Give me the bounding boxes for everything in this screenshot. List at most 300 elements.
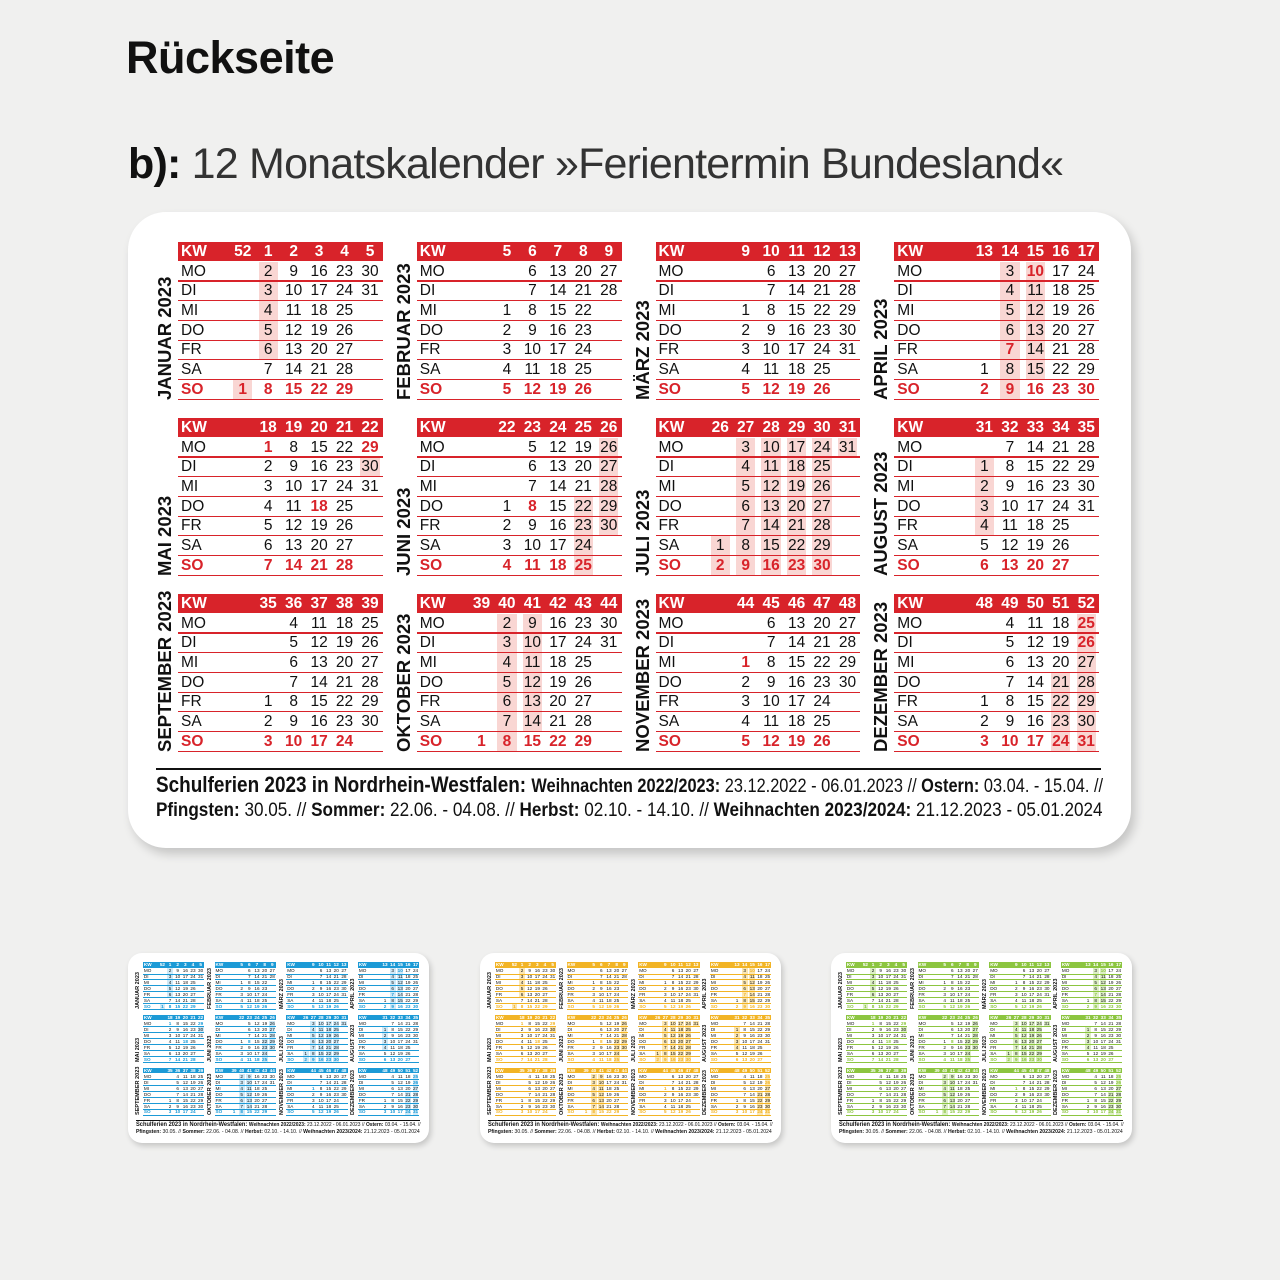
day-number: 2 bbox=[520, 968, 524, 974]
day-number: 28 bbox=[190, 1056, 196, 1062]
day-number: 21 bbox=[965, 1033, 971, 1038]
day-number: 2 bbox=[1015, 986, 1018, 992]
day-number: 15 bbox=[397, 997, 403, 1003]
weekday-label: MO bbox=[918, 1021, 927, 1027]
day-number: 27 bbox=[893, 992, 899, 997]
kw-number: 23 bbox=[598, 1015, 604, 1021]
day-number: 19 bbox=[1108, 980, 1114, 986]
kw-number: 4 bbox=[340, 242, 349, 260]
kw-number: 50 bbox=[749, 1068, 755, 1074]
day-number: 4 bbox=[168, 980, 172, 986]
weekday-label: MO bbox=[143, 1073, 152, 1079]
day-number: 30 bbox=[269, 1044, 275, 1050]
month-name-label: OKTOBER 2023 bbox=[392, 613, 414, 752]
day-number: 14 bbox=[318, 1044, 324, 1050]
day-number: 3 bbox=[502, 634, 512, 652]
footer-label: Ostern: bbox=[366, 1122, 384, 1129]
day-number: 3 bbox=[943, 992, 946, 997]
day-number: 26 bbox=[333, 1109, 339, 1115]
day-number: 3 bbox=[871, 1033, 875, 1038]
day-number: 10 bbox=[397, 968, 403, 974]
kw-number: 5 bbox=[943, 962, 946, 968]
day-number: 16 bbox=[318, 1056, 324, 1062]
kw-number: 35 bbox=[870, 1068, 876, 1074]
day-number: 25 bbox=[1036, 997, 1042, 1003]
weekday-label: SO bbox=[658, 556, 681, 574]
month-block-3 bbox=[632, 242, 871, 413]
day-number: 3 bbox=[871, 974, 875, 980]
day-number: 16 bbox=[1021, 1056, 1027, 1062]
kw-number: 48 bbox=[975, 594, 994, 612]
day-number: 10 bbox=[762, 693, 780, 711]
day-number: 4 bbox=[383, 1044, 387, 1050]
kw-number: 8 bbox=[578, 242, 588, 260]
weekday-label: DI bbox=[143, 1027, 149, 1033]
weekday-label: SO bbox=[419, 380, 443, 398]
weekday-label: MO bbox=[990, 1021, 998, 1027]
day-number: 18 bbox=[1029, 1027, 1035, 1033]
day-number: 9 bbox=[248, 1044, 251, 1050]
day-number: 30 bbox=[1115, 1103, 1122, 1109]
day-number: 10 bbox=[523, 537, 541, 555]
day-number: 10 bbox=[598, 1079, 604, 1085]
day-number: 11 bbox=[1093, 1044, 1099, 1050]
month-block-9 bbox=[136, 1068, 208, 1119]
footer-value: 21.12.2023 - 05.01.2024 bbox=[911, 800, 1103, 821]
day-number: 8 bbox=[319, 980, 323, 986]
day-number: 15 bbox=[606, 1038, 612, 1044]
day-number: 19 bbox=[678, 1003, 684, 1009]
day-number: 26 bbox=[764, 1079, 771, 1085]
weekday-label: SA bbox=[990, 1103, 997, 1109]
kw-label: KW bbox=[419, 594, 446, 612]
weekday-label: DO bbox=[710, 1091, 718, 1097]
day-number: 4 bbox=[1015, 1027, 1018, 1033]
day-number: 16 bbox=[885, 1027, 891, 1033]
day-number: 28 bbox=[965, 1103, 971, 1109]
day-number: 6 bbox=[879, 1085, 882, 1091]
day-number: 15 bbox=[606, 980, 612, 986]
kw-number: 38 bbox=[542, 1068, 548, 1074]
day-number: 24 bbox=[574, 634, 592, 652]
day-number: 19 bbox=[335, 634, 354, 652]
day-number: 12 bbox=[742, 1050, 748, 1056]
day-number: 27 bbox=[1044, 968, 1050, 974]
day-number: 29 bbox=[1077, 693, 1095, 711]
day-number: 1 bbox=[592, 1038, 595, 1044]
day-number: 11 bbox=[524, 361, 541, 379]
weekday-label: DO bbox=[419, 321, 443, 339]
day-number: 21 bbox=[1108, 992, 1114, 997]
kw-number: 5 bbox=[365, 242, 375, 260]
day-number: 26 bbox=[1115, 980, 1122, 986]
day-number: 2 bbox=[304, 1056, 307, 1062]
kw-number: 26 bbox=[303, 1015, 309, 1021]
footer-label: Sommer: bbox=[311, 800, 386, 821]
day-number: 1 bbox=[520, 1097, 524, 1103]
kw-label: KW bbox=[710, 1015, 719, 1021]
day-number: 5 bbox=[743, 980, 746, 986]
day-number: 22 bbox=[254, 1109, 260, 1115]
weekday-label: MI bbox=[846, 980, 853, 986]
day-number: 25 bbox=[614, 1056, 620, 1062]
day-number: 12 bbox=[949, 1003, 955, 1009]
kw-number: 9 bbox=[664, 962, 667, 968]
day-number: 11 bbox=[311, 614, 328, 632]
weekday-label: SA bbox=[897, 713, 918, 731]
weekday-label: MI bbox=[287, 1033, 293, 1038]
kw-number: 14 bbox=[390, 962, 396, 968]
weekday-label: FR bbox=[990, 992, 997, 997]
day-number: 3 bbox=[735, 1038, 739, 1044]
day-number: 27 bbox=[600, 458, 618, 476]
day-number: 2 bbox=[741, 321, 750, 339]
day-number: 12 bbox=[878, 1044, 884, 1050]
day-number: 29 bbox=[1115, 1027, 1122, 1033]
kw-number: 18 bbox=[259, 418, 277, 436]
day-number: 21 bbox=[549, 713, 567, 731]
day-number: 18 bbox=[787, 458, 806, 476]
weekday-label: SO bbox=[215, 1056, 223, 1062]
kw-label: KW bbox=[358, 1068, 367, 1074]
day-number: 11 bbox=[524, 653, 541, 671]
day-number: 15 bbox=[678, 1085, 684, 1091]
day-number: 11 bbox=[749, 974, 755, 980]
day-number: 25 bbox=[333, 1103, 339, 1109]
day-number: 18 bbox=[190, 1073, 196, 1079]
kw-label: KW bbox=[990, 1015, 998, 1021]
weekday-label: SA bbox=[181, 537, 202, 555]
day-number: 25 bbox=[262, 1085, 268, 1091]
day-number: 15 bbox=[310, 438, 328, 456]
kw-label: KW bbox=[495, 1068, 504, 1074]
day-number: 3 bbox=[943, 1079, 946, 1085]
day-number: 10 bbox=[762, 341, 780, 359]
day-number: 26 bbox=[333, 1003, 339, 1009]
day-number: 28 bbox=[1077, 341, 1095, 359]
day-number: 31 bbox=[972, 1079, 978, 1085]
day-number: 16 bbox=[310, 262, 328, 280]
kw-number: 35 bbox=[1077, 418, 1095, 436]
day-number: 7 bbox=[1015, 1044, 1018, 1050]
month-name-label: AUGUST 2023 bbox=[702, 1024, 709, 1063]
day-number: 9 bbox=[879, 1103, 882, 1109]
kw-number: 21 bbox=[893, 1015, 899, 1021]
kw-number: 26 bbox=[600, 418, 618, 436]
day-number: 23 bbox=[813, 673, 831, 691]
weekday-label: FR bbox=[710, 1097, 718, 1103]
weekday-label: MI bbox=[918, 1033, 924, 1038]
day-number: 5 bbox=[248, 1021, 251, 1027]
weekday-label: FR bbox=[658, 517, 680, 535]
kw-number: 33 bbox=[1100, 1015, 1106, 1021]
day-number: 27 bbox=[335, 341, 354, 359]
day-number: 18 bbox=[885, 1038, 891, 1044]
weekday-label: FR bbox=[918, 1044, 925, 1050]
day-number: 4 bbox=[528, 1073, 531, 1079]
day-number: 11 bbox=[878, 980, 884, 986]
day-number: 22 bbox=[182, 1003, 188, 1009]
day-number: 20 bbox=[813, 614, 831, 632]
day-number: 23 bbox=[542, 1027, 548, 1033]
day-number: 23 bbox=[335, 262, 354, 280]
day-number: 17 bbox=[254, 1079, 260, 1085]
weekday-label: DI bbox=[215, 974, 221, 980]
day-number: 8 bbox=[1015, 1050, 1018, 1056]
footer-line-1 bbox=[488, 1121, 773, 1128]
footer-label: Ostern: bbox=[718, 1122, 736, 1129]
weekday-label: DO bbox=[1061, 1091, 1069, 1097]
month-block-6 bbox=[559, 1015, 631, 1066]
day-number: 15 bbox=[527, 1003, 533, 1009]
day-number: 19 bbox=[534, 986, 540, 992]
month-name-label: JULI 2023 bbox=[981, 1036, 988, 1063]
day-number: 7 bbox=[263, 556, 273, 574]
weekday-label: SO bbox=[495, 1003, 503, 1009]
day-number: 11 bbox=[598, 1085, 604, 1091]
day-number: 28 bbox=[1115, 1091, 1122, 1097]
day-number: 29 bbox=[412, 997, 419, 1003]
day-number: 13 bbox=[1026, 321, 1044, 339]
day-number: 15 bbox=[598, 1109, 604, 1115]
day-number: 2 bbox=[980, 477, 989, 495]
weekday-label: FR bbox=[846, 1097, 854, 1103]
day-number: 13 bbox=[949, 1097, 955, 1103]
day-number: 24 bbox=[190, 974, 196, 980]
day-number: 18 bbox=[1029, 997, 1035, 1003]
day-number: 11 bbox=[670, 1027, 676, 1033]
weekday-label: DI bbox=[419, 282, 436, 300]
kw-number: 26 bbox=[269, 1015, 275, 1021]
kw-number: 10 bbox=[1021, 962, 1027, 968]
day-number: 11 bbox=[878, 1038, 884, 1044]
weekday-label: SO bbox=[287, 1109, 294, 1115]
kw-number: 42 bbox=[606, 1068, 612, 1074]
month-name-label: JULI 2023 bbox=[630, 1036, 637, 1063]
weekday-label: DI bbox=[181, 458, 197, 476]
day-number: 11 bbox=[598, 997, 604, 1003]
day-number: 17 bbox=[1029, 1021, 1035, 1027]
day-number: 17 bbox=[1026, 497, 1044, 515]
month-name-label: APRIL 2023 bbox=[1053, 978, 1060, 1010]
day-number: 27 bbox=[335, 537, 354, 555]
month-name-label: NOVEMBER 2023 bbox=[278, 1068, 285, 1115]
weekday-label: MO bbox=[358, 1073, 367, 1079]
day-number: 15 bbox=[549, 301, 567, 319]
day-number: 13 bbox=[326, 968, 332, 974]
day-number: 25 bbox=[361, 614, 379, 632]
day-number: 16 bbox=[749, 1103, 755, 1109]
day-number: 30 bbox=[1077, 380, 1095, 398]
day-number: 14 bbox=[678, 974, 684, 980]
weekday-label: FR bbox=[358, 1097, 366, 1103]
kw-number: 16 bbox=[405, 962, 411, 968]
day-number: 10 bbox=[670, 992, 676, 997]
month-block-8 bbox=[1054, 1015, 1126, 1066]
weekday-label: MO bbox=[1061, 968, 1070, 974]
kw-number: 32 bbox=[742, 1015, 748, 1021]
kw-label: KW bbox=[181, 418, 207, 436]
day-number: 17 bbox=[885, 1033, 891, 1038]
day-number: 25 bbox=[813, 713, 831, 731]
day-number: 22 bbox=[1108, 997, 1114, 1003]
weekday-label: DI bbox=[419, 458, 436, 476]
day-number: 12 bbox=[527, 1044, 533, 1050]
day-number: 24 bbox=[893, 1109, 899, 1115]
kw-label: KW bbox=[710, 1068, 719, 1074]
calendar-card-green-thumbnail[interactable] bbox=[831, 953, 1132, 1143]
day-number: 25 bbox=[965, 997, 971, 1003]
kw-number: 9 bbox=[741, 242, 750, 260]
weekday-label: FR bbox=[419, 517, 441, 535]
weekday-label: MI bbox=[495, 1033, 502, 1038]
day-number: 23 bbox=[1108, 1103, 1114, 1109]
day-number: 23 bbox=[326, 1056, 332, 1062]
day-number: 28 bbox=[614, 1103, 620, 1109]
day-number: 10 bbox=[1093, 1109, 1099, 1115]
day-number: 2 bbox=[735, 1103, 739, 1109]
kw-number: 49 bbox=[1001, 594, 1019, 612]
day-number: 16 bbox=[549, 614, 567, 632]
weekday-label: MI bbox=[846, 1033, 853, 1038]
day-number: 24 bbox=[965, 1050, 971, 1056]
kw-number: 30 bbox=[1036, 1015, 1042, 1021]
day-number: 26 bbox=[813, 380, 831, 398]
day-number: 2 bbox=[1086, 1033, 1090, 1038]
day-number: 31 bbox=[764, 1109, 771, 1115]
weekday-label: SO bbox=[287, 1056, 294, 1062]
day-number: 25 bbox=[574, 556, 592, 574]
day-number: 28 bbox=[764, 1091, 771, 1097]
day-number: 26 bbox=[901, 1079, 907, 1085]
month-name-label: MÄRZ 2023 bbox=[630, 979, 637, 1010]
day-number: 7 bbox=[671, 974, 675, 980]
day-number: 20 bbox=[1036, 968, 1042, 974]
weekday-label: SO bbox=[143, 1003, 151, 1009]
day-number: 12 bbox=[175, 1044, 181, 1050]
calendar-card-blue-thumbnail[interactable] bbox=[128, 953, 429, 1143]
day-number: 18 bbox=[957, 1085, 963, 1091]
day-number: 1 bbox=[735, 1097, 739, 1103]
day-number: 30 bbox=[550, 1027, 556, 1033]
weekday-label: DO bbox=[658, 497, 682, 515]
kw-label: KW bbox=[918, 1068, 927, 1074]
weekday-label: SO bbox=[639, 1056, 646, 1062]
day-number: 7 bbox=[743, 992, 746, 997]
day-number: 17 bbox=[885, 974, 891, 980]
kw-label: KW bbox=[215, 962, 224, 968]
day-number: 31 bbox=[764, 1038, 771, 1044]
day-number: 31 bbox=[1115, 1109, 1122, 1115]
day-number: 5 bbox=[664, 1033, 667, 1038]
day-number: 29 bbox=[333, 1050, 339, 1056]
day-number: 18 bbox=[885, 980, 891, 986]
day-number: 25 bbox=[262, 997, 268, 1003]
day-number: 3 bbox=[1015, 1021, 1018, 1027]
day-number: 3 bbox=[263, 282, 273, 300]
weekday-label: SO bbox=[215, 1003, 223, 1009]
kw-number: 16 bbox=[757, 962, 763, 968]
weekday-label: MI bbox=[419, 301, 437, 319]
weekday-label: DO bbox=[287, 1038, 295, 1044]
day-number: 22 bbox=[190, 1097, 196, 1103]
day-number: 10 bbox=[318, 992, 324, 997]
day-number: 20 bbox=[749, 1056, 755, 1062]
day-number: 19 bbox=[1029, 1109, 1035, 1115]
day-number: 9 bbox=[312, 1056, 315, 1062]
calendar-card-yellow-thumbnail[interactable] bbox=[480, 953, 781, 1143]
day-number: 1 bbox=[263, 438, 273, 456]
day-number: 12 bbox=[397, 980, 403, 986]
day-number: 17 bbox=[678, 1021, 684, 1027]
day-number: 25 bbox=[333, 1027, 339, 1033]
day-number: 1 bbox=[980, 458, 989, 476]
day-number: 18 bbox=[606, 1085, 612, 1091]
day-number: 3 bbox=[743, 968, 746, 974]
weekday-label: SO bbox=[181, 732, 204, 750]
day-number: 2 bbox=[240, 1044, 243, 1050]
weekday-label: DI bbox=[639, 1027, 644, 1033]
day-number: 14 bbox=[1100, 1021, 1106, 1027]
day-number: 7 bbox=[741, 517, 750, 535]
month-block-11 bbox=[631, 1068, 703, 1119]
day-number: 16 bbox=[606, 1044, 612, 1050]
day-number: 22 bbox=[335, 438, 354, 456]
day-number: 25 bbox=[1036, 1103, 1042, 1109]
day-number: 15 bbox=[1026, 693, 1044, 711]
day-number: 11 bbox=[670, 1103, 676, 1109]
weekday-label: DI bbox=[1061, 1079, 1067, 1085]
weekday-label: MO bbox=[215, 968, 224, 974]
day-number: 5 bbox=[528, 438, 537, 456]
day-number: 25 bbox=[901, 1073, 907, 1079]
day-number: 3 bbox=[1015, 1097, 1018, 1103]
weekday-label: FR bbox=[897, 693, 918, 711]
weekday-label: DI bbox=[639, 974, 644, 980]
day-number: 28 bbox=[600, 477, 618, 495]
day-number: 16 bbox=[787, 321, 806, 339]
kw-number: 44 bbox=[972, 1068, 978, 1074]
day-number: 17 bbox=[254, 992, 260, 997]
day-number: 13 bbox=[527, 992, 533, 997]
kw-number: 39 bbox=[934, 1068, 940, 1074]
day-number: 13 bbox=[957, 968, 963, 974]
kw-number: 9 bbox=[312, 962, 315, 968]
kw-label: KW bbox=[419, 418, 446, 436]
day-number: 6 bbox=[980, 556, 989, 574]
day-number: 14 bbox=[310, 673, 328, 691]
weekday-label: DI bbox=[658, 282, 674, 300]
day-number: 12 bbox=[527, 986, 533, 992]
day-number: 31 bbox=[198, 1033, 204, 1038]
month-block-4 bbox=[870, 242, 1109, 413]
day-number: 30 bbox=[838, 673, 857, 691]
weekday-label: DI bbox=[710, 1079, 716, 1085]
weekday-label: DI bbox=[419, 634, 436, 652]
day-number: 13 bbox=[523, 693, 541, 711]
day-number: 23 bbox=[1036, 1091, 1042, 1097]
day-number: 16 bbox=[397, 1103, 403, 1109]
day-number: 8 bbox=[528, 497, 537, 515]
month-block-10 bbox=[910, 1068, 982, 1119]
kw-label: KW bbox=[495, 962, 504, 968]
day-number: 7 bbox=[600, 1033, 603, 1038]
day-number: 7 bbox=[1005, 438, 1015, 456]
month-name-label: AUGUST 2023 bbox=[870, 451, 892, 576]
footer-label: Weihnachten 2022/2023: bbox=[531, 776, 721, 797]
day-number: 5 bbox=[1005, 301, 1015, 319]
day-number: 8 bbox=[528, 1097, 531, 1103]
